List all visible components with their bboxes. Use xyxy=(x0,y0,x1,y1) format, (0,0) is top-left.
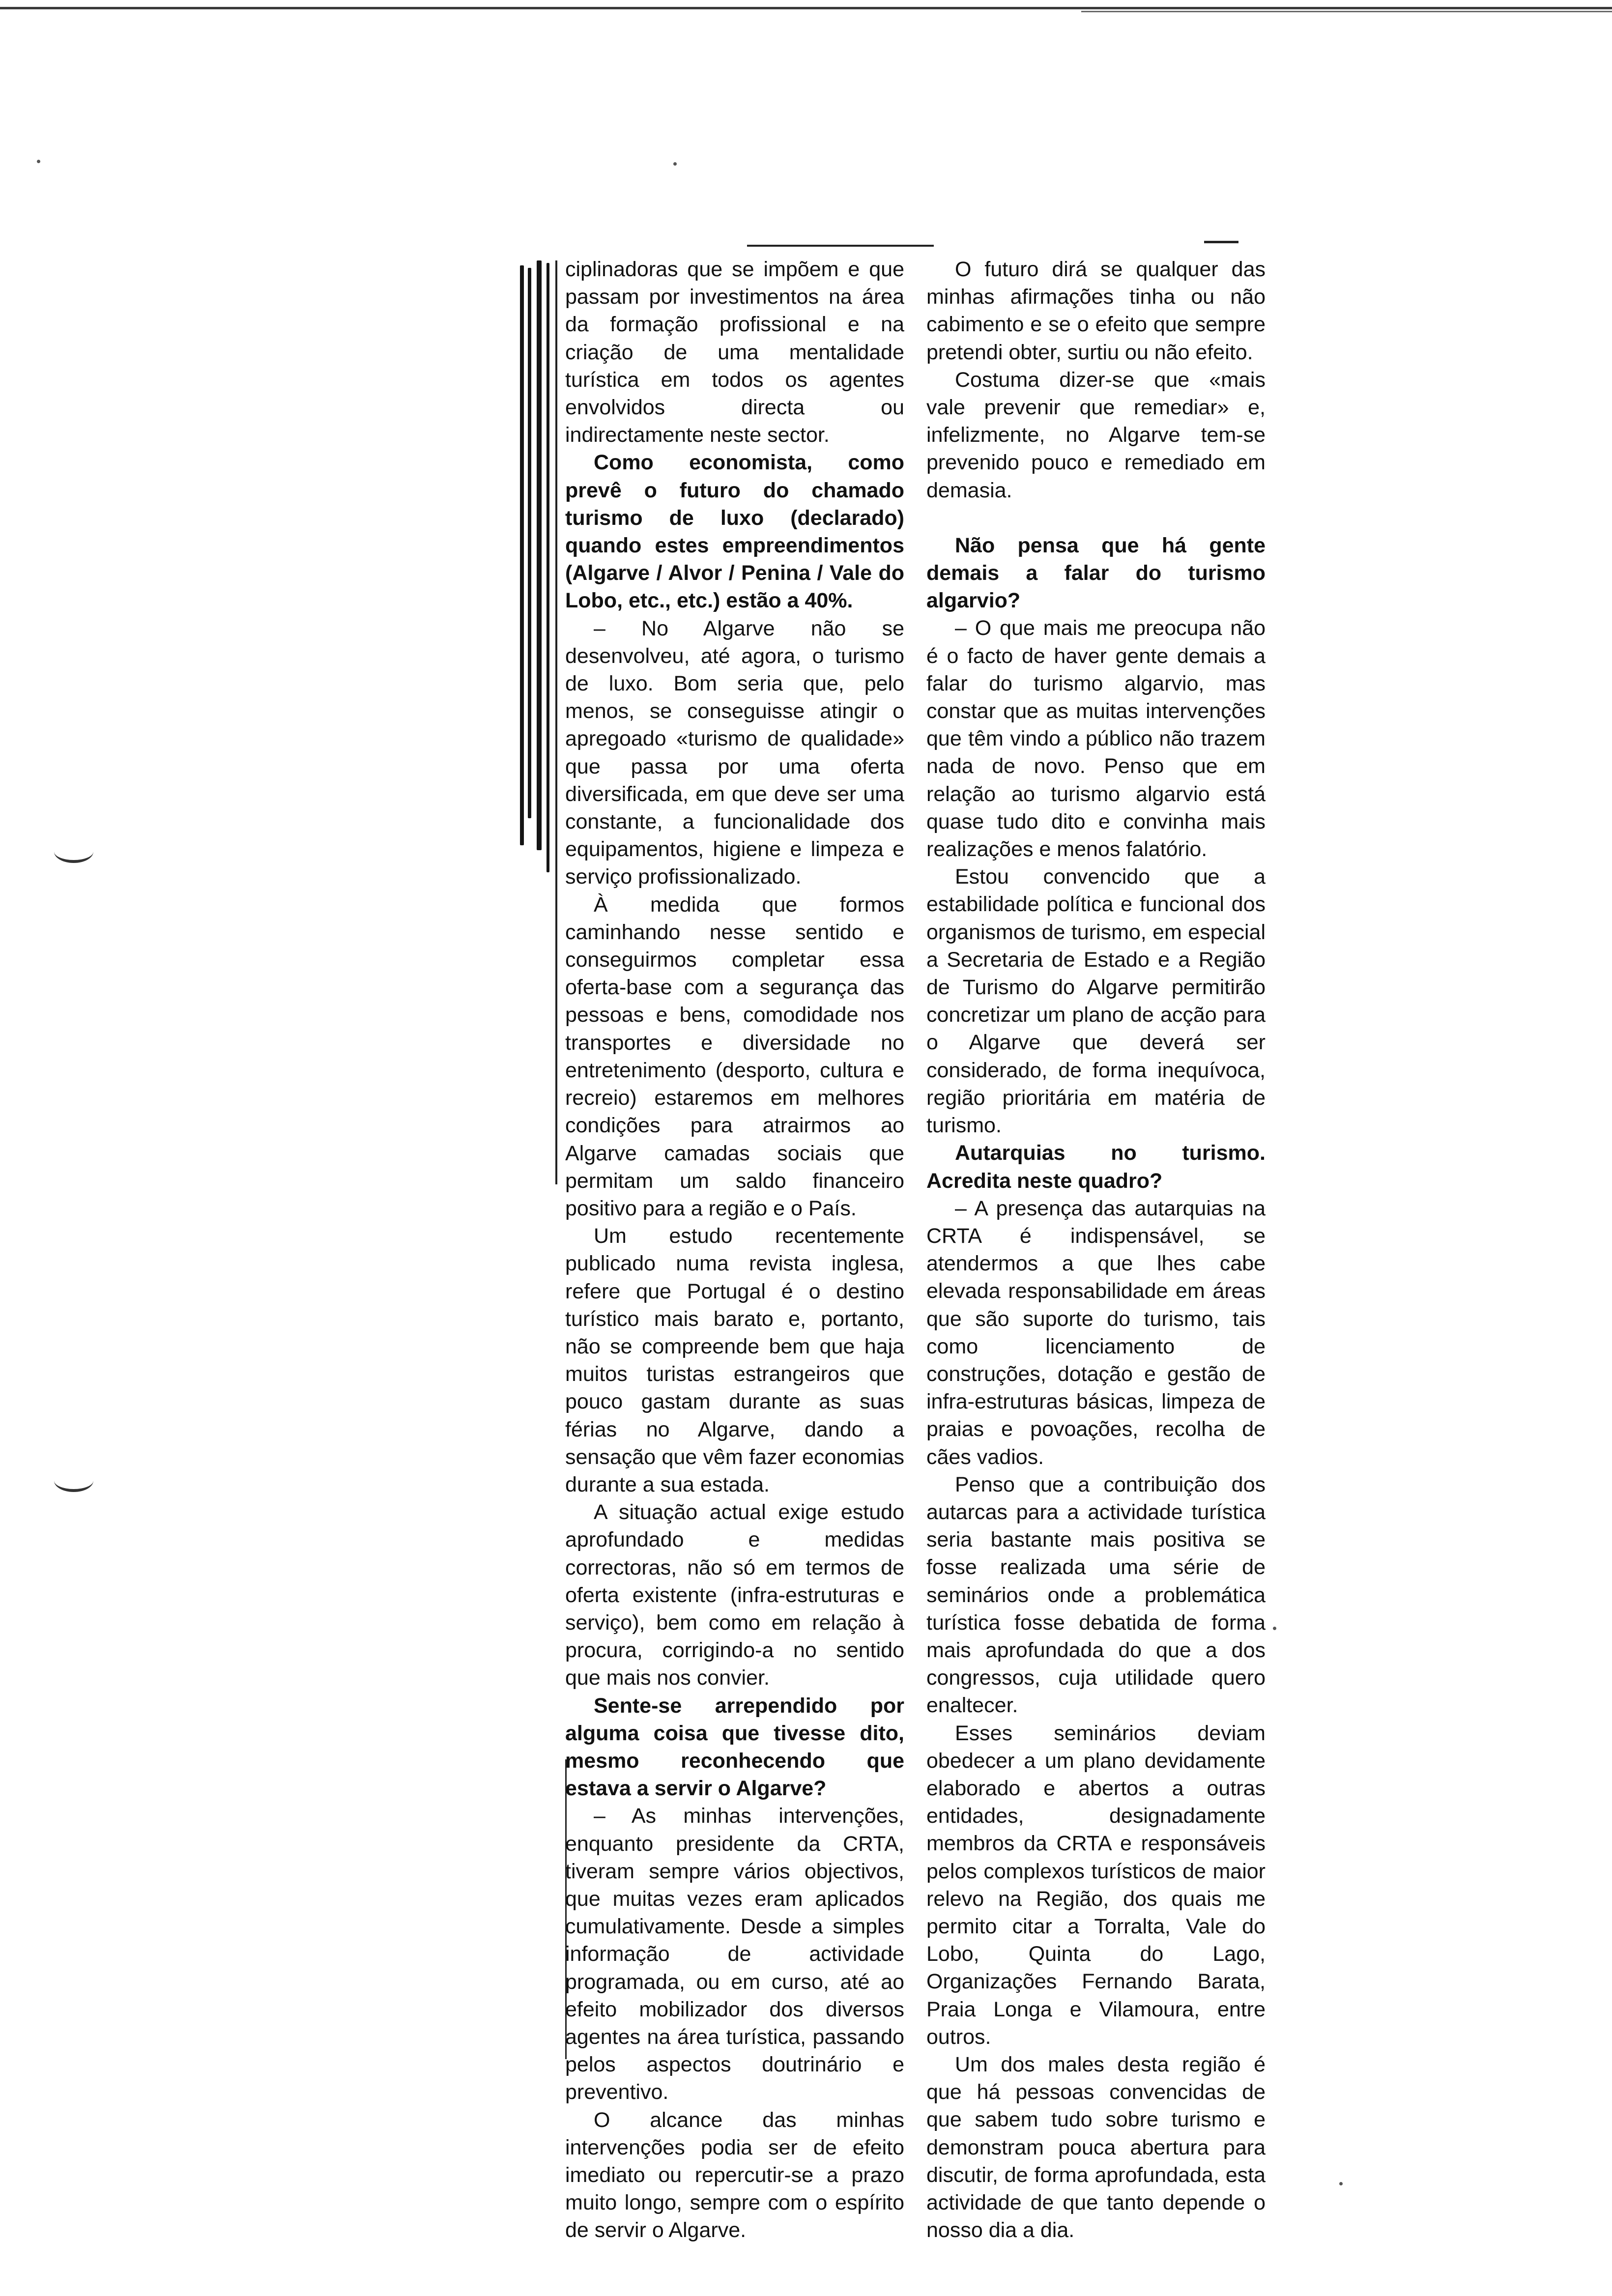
punch-hole-mark-lower xyxy=(54,1469,93,1492)
paragraph: Estou convencido que a estabilidade política e funcional dos organismos de turismo, em especial a Secretaria de Estado e a Região de Turismo do Algarve permitirão concretizar um plano de acção para o Algarve que deverá ser considerado, de forma inequívoca, região prioritária em matéria de turismo. xyxy=(926,865,1266,1138)
margin-bar-4 xyxy=(547,263,549,872)
margin-bar-3 xyxy=(537,260,542,850)
interview-question: Não pensa que há gente demais a falar do turismo algarvio? xyxy=(926,533,1266,613)
paragraph: – No Algarve não se desenvolveu, até agora, o turismo de luxo. Bom seria que, pelo menos, se conseguisse atingir o apregoado «turismo de qualidade» que passa por uma oferta diversificada, em que deve ser uma constante, a funcionalidade dos equipamentos, higiene e limpeza e serviço profissionalizado. xyxy=(565,616,904,889)
paragraph: A situação actual exige estudo aprofundado e medidas correctoras, não só em termos de oferta existente (infra-estruturas e serviço), bem como em relação à procura, corrigindo-a no sentido que mais nos convier. xyxy=(565,1500,904,1690)
paragraph: À medida que formos caminhando nesse sentido e conseguirmos completar essa oferta-base com a segurança das pessoas e bens, comodidade nos transportes e diversidade no entretenimento (desporto, cultura e recreio) estaremos em melhores condições para atrairmos ao Algarve camadas sociais que permitam um saldo financeiro positivo para a região e o País. xyxy=(565,892,904,1220)
interview-question: Como economista, como prevê o futuro do chamado turismo de luxo (declarado) quando estes empreendimentos (Algarve / Alvor / Penina / Vale do Lobo, etc., etc.) estão a 40%. xyxy=(565,451,904,613)
paragraph: Um dos males desta região é que há pessoas convencidas de que sabem tudo sobre turismo e demonstram pouca abertura para discutir, de forma aprofundada, esta actividade de que tanto depende o nosso dia a dia. xyxy=(926,2053,1266,2242)
article-column-left xyxy=(565,256,904,2244)
punch-hole-mark-upper xyxy=(54,840,93,863)
paragraph: – As minhas intervenções, enquanto presidente da CRTA, tiveram sempre vários objectivos, que muitas vezes eram aplicados cumulativamente. Desde a simples informação de actividade programada, ou em curso, até ao efeito mobilizador dos diversos agentes na área turística, passando pelos aspectos doutrinário e preventivo. xyxy=(565,1804,904,2104)
column-rule-left xyxy=(555,260,557,1184)
top-rule-right xyxy=(1204,241,1238,243)
paragraph: ciplinadoras que se impõem e que passam por investimentos na área da formação profissional e na criação de uma mentalidade turística em todos os agentes envolvidos directa ou indirectamente neste sector. xyxy=(565,258,904,447)
paragraph: O alcance das minhas intervenções podia ser de efeito imediato ou repercutir-se a prazo muito longo, sempre com o espírito de servir o Algarve. xyxy=(565,2108,904,2242)
speck-3 xyxy=(1273,1627,1276,1630)
speck-4 xyxy=(1339,2182,1343,2185)
scan-top-edge xyxy=(0,7,1612,9)
margin-bar-1 xyxy=(520,265,524,845)
paragraph: – O que mais me preocupa não é o facto de haver gente demais a falar do turismo algarvio, mas constar que as muitas intervenções que têm vindo a público não trazem nada de novo. Penso que em relação ao turismo algarvio está quase tudo dito e convinha mais realizações e menos falatório. xyxy=(926,616,1266,861)
interview-question: Autarquias no turismo. Acredita neste quadro? xyxy=(926,1141,1266,1193)
paragraph: – A presença das autarquias na CRTA é indispensável, se atendermos a que lhes cabe elevada responsabilidade em áreas que são suporte do turismo, tais como licenciamento de construções, dotação e gestão de infra-estruturas básicas, limpeza de praias e povoações, recolha de cães vadios. xyxy=(926,1196,1266,1469)
speck-2 xyxy=(673,162,677,166)
article-column-right xyxy=(926,256,1266,2244)
interview-question: Sente-se arrependido por alguma coisa que tivesse dito, mesmo reconhecendo que estava a servir o Algarve? xyxy=(565,1693,904,1801)
speck-1 xyxy=(37,160,40,163)
margin-bar-2 xyxy=(528,268,531,818)
paragraph: Um estudo recentemente publicado numa revista inglesa, refere que Portugal é o destino turístico mais barato e, portanto, não se compreende bem que haja muitos turistas estrangeiros que pouco gastam durante as suas férias no Algarve, dando a sensação que vêm fazer economias durante a sua estada. xyxy=(565,1224,904,1496)
paragraph: Penso que a contribuição dos autarcas para a actividade turística seria bastante mais positiva se fosse realizada uma série de seminários onde a problemática turística fosse debatida de forma mais aprofundada do que a dos congressos, cuja utilidade quero enaltecer. xyxy=(926,1472,1266,1718)
top-rule-left xyxy=(747,245,934,247)
paragraph: Esses seminários deviam obedecer a um plano devidamente elaborado e abertos a outras entidades, designadamente membros da CRTA e responsáveis pelos complexos turísticos de maior relevo na Região, dos quais me permito citar a Torralta, Vale do Lobo, Quinta do Lago, Organizações Fernando Barata, Praia Longa e Vilamoura, entre outros. xyxy=(926,1721,1266,2049)
paragraph: Costuma dizer-se que «mais vale prevenir que remediar» e, infelizmente, no Algarve tem-se prevenido pouco e remediado em demasia. xyxy=(926,368,1266,502)
scan-top-edge-secondary xyxy=(1081,11,1612,12)
paragraph: O futuro dirá se qualquer das minhas afirmações tinha ou não cabimento e se o efeito que sempre pretendi obter, surtiu ou não efeito. xyxy=(926,258,1266,364)
